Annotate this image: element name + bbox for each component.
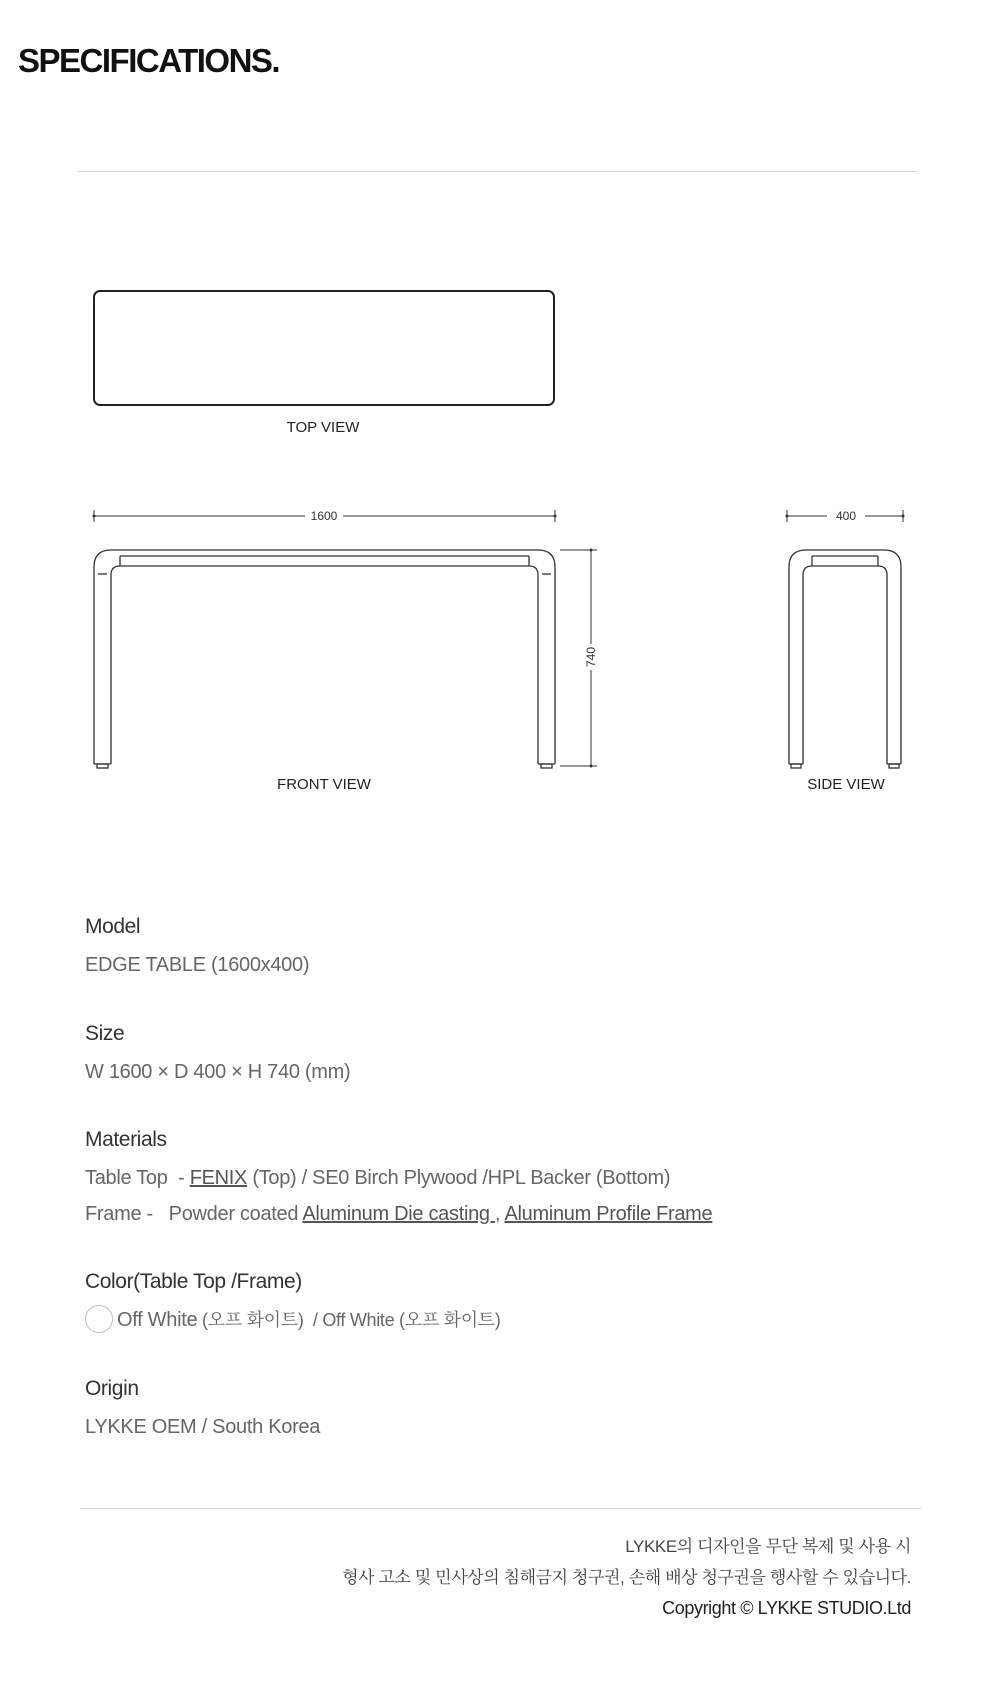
spec-size: [85, 1022, 350, 1090]
frame-separator: ,: [495, 1203, 505, 1225]
materials-frame: [85, 1196, 712, 1232]
table-top-rest: (Top) / SE0 Birch Plywood /HPL Backer (Bottom): [247, 1167, 671, 1189]
height-dim-label: 740: [584, 646, 598, 668]
top-color-name: Off White: [117, 1309, 198, 1331]
side-view-table: [789, 550, 901, 768]
spec-model: [85, 915, 309, 983]
frame-prefix: Frame - Powder coated: [85, 1203, 303, 1225]
spec-origin: [85, 1377, 320, 1445]
copyright-text: Copyright © LYKKE STUDIO.Ltd: [662, 1598, 911, 1618]
frame-color-ko: (오프 화이트): [394, 1310, 501, 1330]
table-top-prefix: Table Top -: [85, 1167, 190, 1189]
top-color-ko: (오프 화이트): [197, 1310, 304, 1330]
top-view-label: TOP VIEW: [286, 419, 360, 436]
page-title: SPECIFICATIONS.: [18, 42, 280, 79]
top-view-outline: [94, 291, 554, 405]
model-value: EDGE TABLE (1600x400): [85, 954, 310, 976]
color-value: [85, 1302, 501, 1338]
notice-line-2: 형사 고소 및 민사상의 침해금지 청구권, 손해 배상 청구권을 행사할 수 있습니다.: [342, 1568, 911, 1587]
aluminum-die-casting-link[interactable]: Aluminum Die casting: [302, 1203, 496, 1225]
bottom-divider: [80, 1508, 921, 1509]
origin-value: LYKKE OEM / South Korea: [85, 1416, 321, 1438]
origin-label: Origin: [85, 1377, 139, 1400]
width-dim-label: 1600: [310, 509, 338, 523]
front-view-label: FRONT VIEW: [277, 776, 371, 793]
technical-drawing: [0, 0, 1000, 820]
aluminum-profile-frame-link[interactable]: Aluminum Profile Frame: [504, 1203, 713, 1225]
color-label: Color(Table Top /Frame): [85, 1270, 302, 1293]
spec-materials: [85, 1128, 712, 1232]
copyright-notice: [342, 1531, 911, 1624]
size-label: Size: [85, 1022, 125, 1045]
frame-color-name: Off White: [322, 1310, 395, 1330]
notice-line-1: LYKKE의 디자인을 무단 복제 및 사용 시: [625, 1537, 911, 1556]
depth-dim-label: 400: [835, 509, 857, 523]
model-label: Model: [85, 915, 141, 938]
materials-table-top: [85, 1160, 712, 1196]
size-value: W 1600 × D 400 × H 740 (mm): [85, 1061, 351, 1083]
materials-label: Materials: [85, 1128, 167, 1151]
front-view-table: [94, 550, 555, 768]
color-separator: /: [303, 1310, 323, 1330]
spec-color: [85, 1270, 501, 1338]
off-white-swatch: [85, 1305, 113, 1333]
side-view-label: SIDE VIEW: [807, 776, 885, 793]
fenix-link[interactable]: FENIX: [189, 1167, 248, 1189]
